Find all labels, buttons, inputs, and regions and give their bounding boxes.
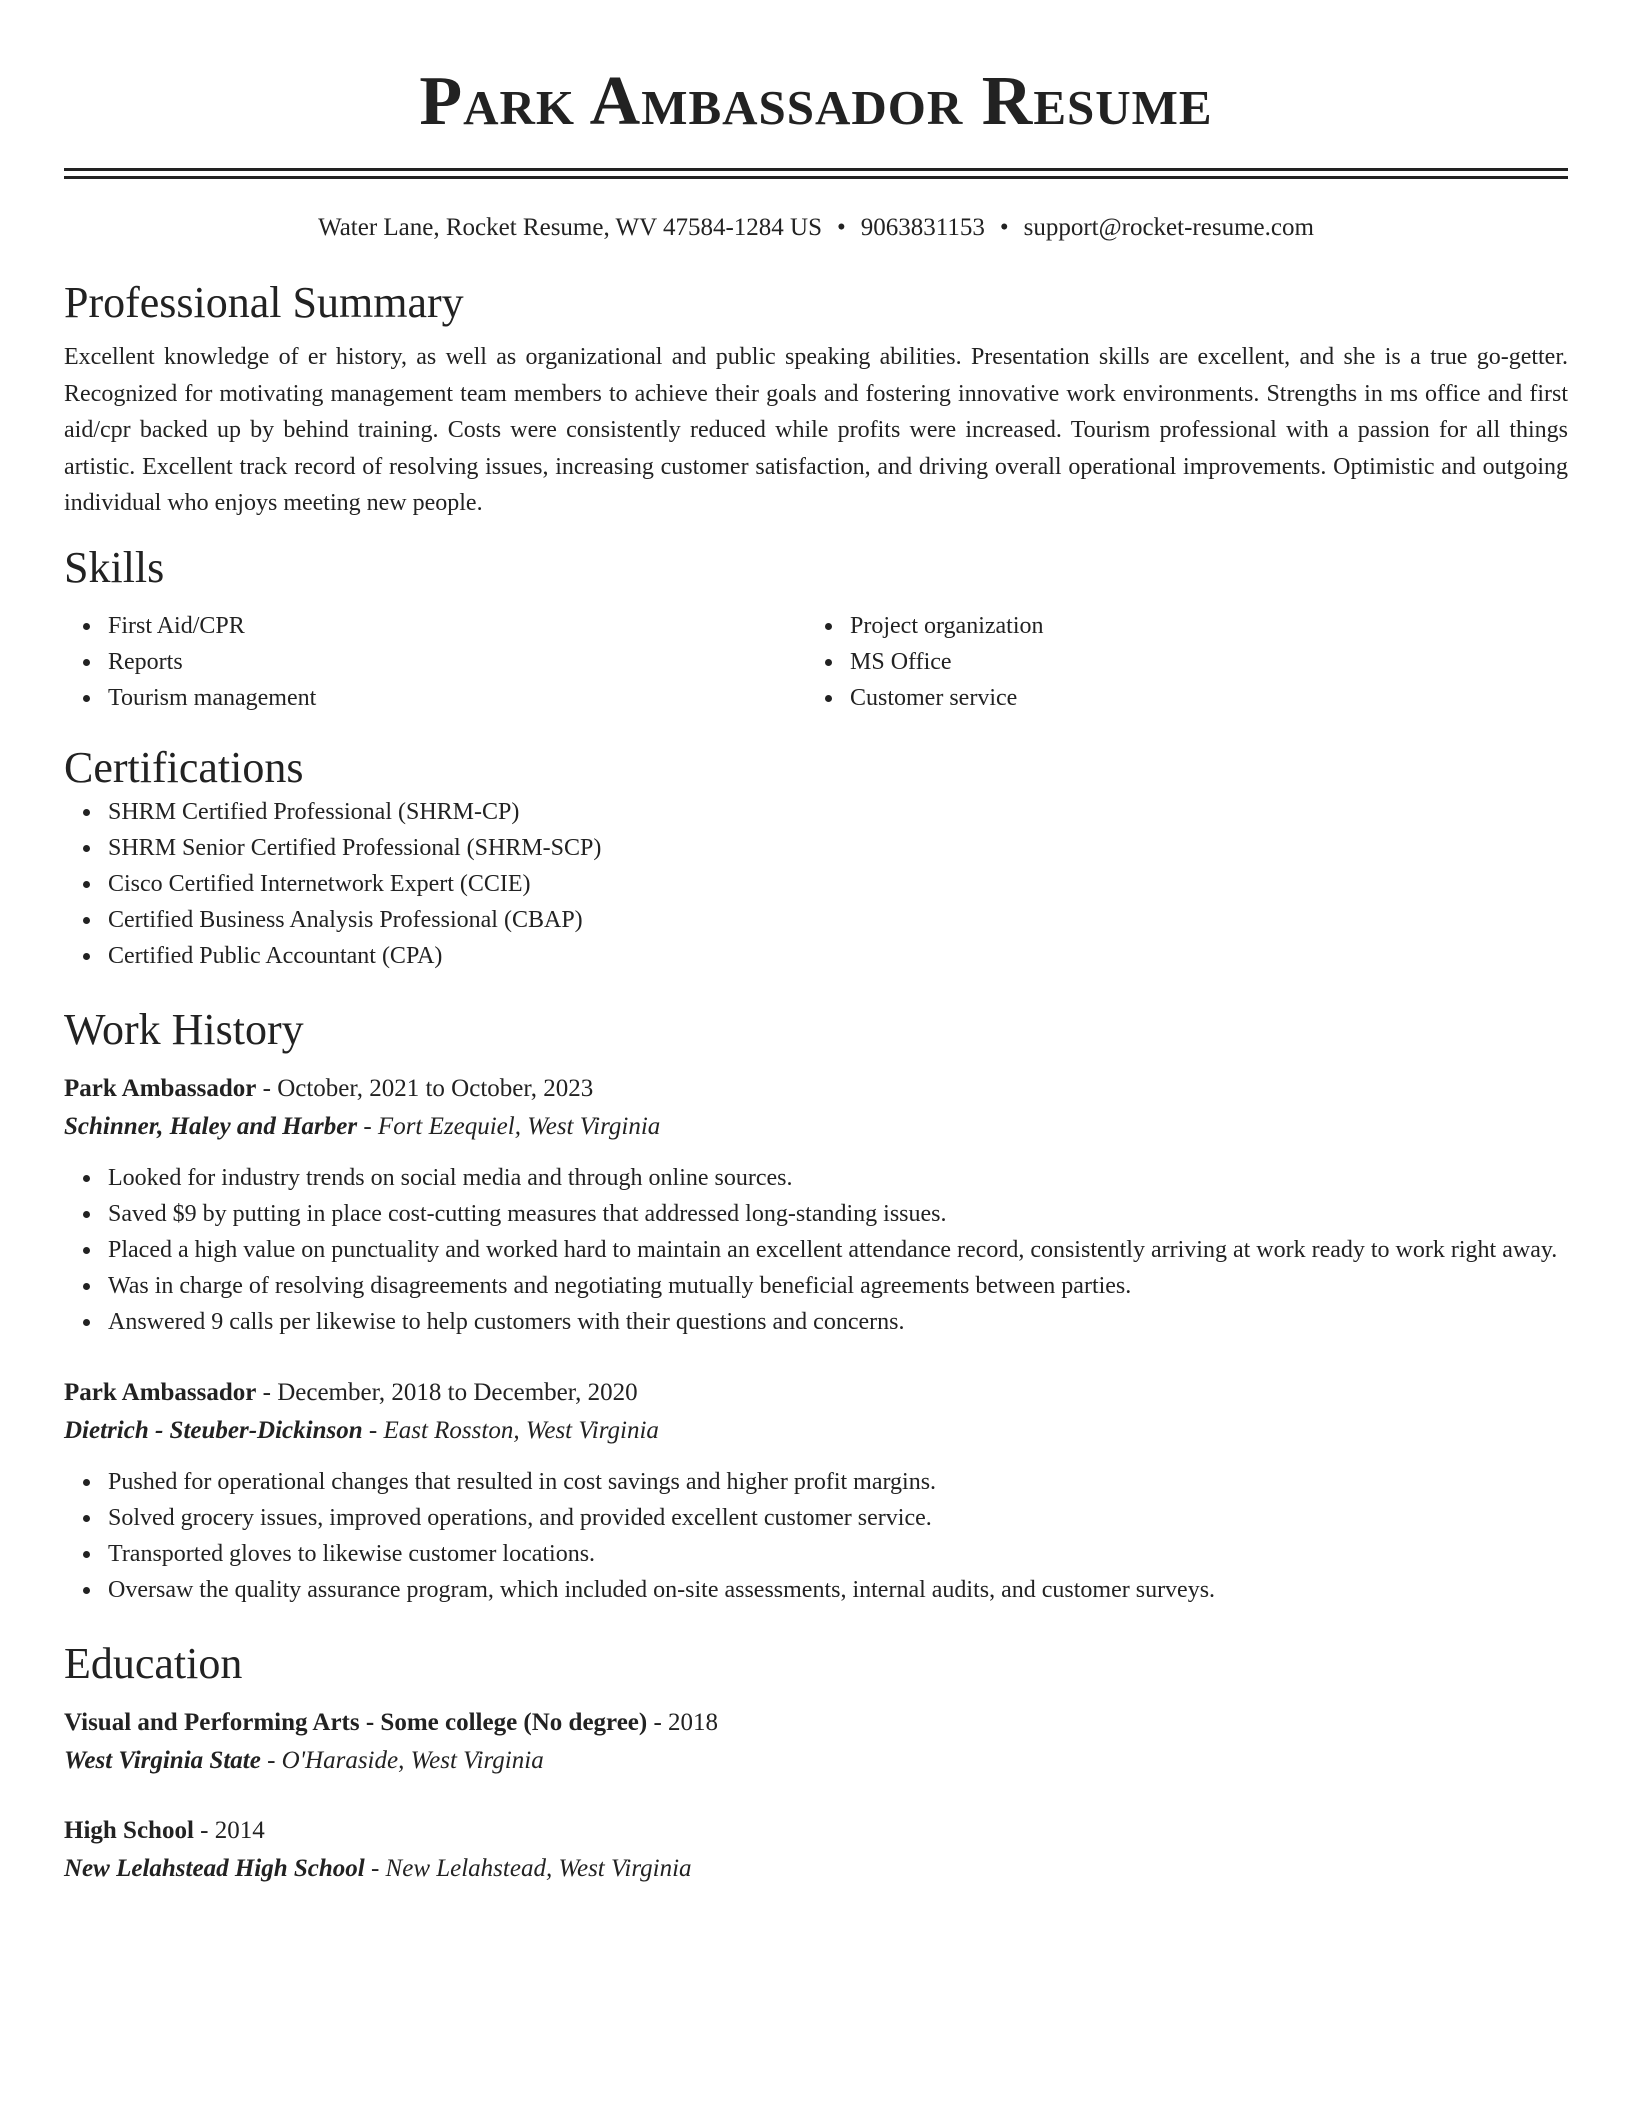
- job-role: Park Ambassador: [64, 1074, 257, 1102]
- skill-item: Tourism management: [108, 680, 806, 716]
- certification-item: SHRM Certified Professional (SHRM-CP): [108, 794, 1568, 830]
- job-employer: Dietrich - Steuber-Dickinson: [64, 1416, 363, 1444]
- education-degree-line: [64, 1812, 1568, 1850]
- certification-item: Certified Public Accountant (CPA): [108, 938, 1568, 974]
- contact-line: [64, 211, 1568, 245]
- summary-text: Excellent knowledge of er history, as well as organizational and public speaking abilities. Presentation skills are excellent, and she is a true go-getter. Recognized for motivating management team members to achieve their goals and fostering innovative work environments. Strengths in ms office and first aid/cpr backed up by behind training. Costs were consistently reduced while profits were increased. Tourism professional with a passion for all things artistic. Excellent track record of resolving issues, increasing customer satisfaction, and driving overall operational improvements. Optimistic and outgoing individual who enjoys meeting new people.: [64, 344, 1568, 516]
- job-employer-line: [64, 1108, 1568, 1146]
- skills-column-left: [64, 608, 806, 716]
- summary-heading: Professional Summary: [64, 278, 464, 327]
- job-duty-item: Oversaw the quality assurance program, which included on-site assessments, internal audits, and customer surveys.: [108, 1572, 1568, 1608]
- job-title-line: [64, 1374, 1568, 1412]
- job-duties-list: [64, 1464, 1568, 1608]
- job-employer: Schinner, Haley and Harber: [64, 1112, 358, 1140]
- contact-phone: 9063831153: [860, 214, 985, 241]
- education-degree: High School: [64, 1816, 194, 1844]
- education-degree-line: [64, 1704, 1568, 1742]
- job-duty-item: Transported gloves to likewise customer locations.: [108, 1536, 1568, 1572]
- job-employer-line: [64, 1412, 1568, 1450]
- education-year: - 2014: [193, 1816, 265, 1844]
- job-duty-item: Was in charge of resolving disagreements and negotiating mutually beneficial agreements between parties.: [108, 1268, 1568, 1304]
- work-history-heading: Work History: [64, 1004, 304, 1054]
- job-entry: [64, 1374, 1568, 1608]
- skills-list-left: [64, 608, 806, 716]
- job-duty-item: Placed a high value on punctuality and worked hard to maintain an excellent attendance record, consistently arriving at work ready to work right away.: [108, 1232, 1568, 1268]
- job-dates: - December, 2018 to December, 2020: [256, 1378, 638, 1406]
- education-year: - 2018: [647, 1708, 719, 1736]
- education-entry: [64, 1812, 1568, 1888]
- skill-item: First Aid/CPR: [108, 608, 806, 644]
- certification-item: SHRM Senior Certified Professional (SHRM-SCP): [108, 830, 1568, 866]
- skill-item: Reports: [108, 644, 806, 680]
- job-duties-list: [64, 1160, 1568, 1340]
- job-duty-item: Saved $9 by putting in place cost-cutting measures that addressed long-standing issues.: [108, 1196, 1568, 1232]
- education-heading: Education: [64, 1638, 243, 1688]
- contact-separator: •: [999, 214, 1009, 241]
- education-degree: Visual and Performing Arts - Some college (No degree): [64, 1708, 648, 1736]
- resume-name: Park Ambassador Resume: [419, 63, 1213, 140]
- skill-item: MS Office: [850, 644, 1548, 680]
- contact-separator: •: [837, 214, 846, 241]
- job-dates: - October, 2021 to October, 2023: [256, 1074, 594, 1102]
- skills-list-right: [806, 608, 1548, 716]
- job-duty-item: Looked for industry trends on social media and through online sources.: [108, 1160, 1568, 1196]
- job-duty-item: Answered 9 calls per likewise to help customers with their questions and concerns.: [108, 1304, 1568, 1340]
- education-school: New Lelahstead High School: [64, 1854, 365, 1882]
- job-duty-item: Solved grocery issues, improved operations, and provided excellent customer service.: [108, 1500, 1568, 1536]
- skills-column-right: [806, 608, 1548, 716]
- header-double-rule: [64, 168, 1568, 179]
- education-school: West Virginia State: [64, 1746, 261, 1774]
- education-entry: [64, 1704, 1568, 1780]
- skills-grid: [64, 608, 1568, 716]
- job-duty-item: Pushed for operational changes that resulted in cost savings and higher profit margins.: [108, 1464, 1568, 1500]
- contact-address: Water Lane, Rocket Resume, WV 47584-1284 US: [318, 214, 822, 241]
- certification-item: Certified Business Analysis Professional (CBAP): [108, 902, 1568, 938]
- skill-item: Project organization: [850, 608, 1548, 644]
- skill-item: Customer service: [850, 680, 1548, 716]
- certifications-list: [64, 794, 1568, 974]
- contact-email: support@rocket-resume.com: [1023, 214, 1314, 241]
- skills-heading: Skills: [64, 542, 165, 592]
- certification-item: Cisco Certified Internetwork Expert (CCIE): [108, 866, 1568, 902]
- education-location: - New Lelahstead, West Virginia: [364, 1854, 692, 1882]
- job-title-line: [64, 1070, 1568, 1108]
- job-location: - East Rosston, West Virginia: [362, 1416, 659, 1444]
- education-school-line: [64, 1850, 1568, 1888]
- education-school-line: [64, 1742, 1568, 1780]
- certifications-heading: Certifications: [64, 742, 304, 792]
- job-role: Park Ambassador: [64, 1378, 257, 1406]
- job-entry: [64, 1070, 1568, 1340]
- job-location: - Fort Ezequiel, West Virginia: [357, 1112, 661, 1140]
- education-location: - O'Haraside, West Virginia: [260, 1746, 544, 1774]
